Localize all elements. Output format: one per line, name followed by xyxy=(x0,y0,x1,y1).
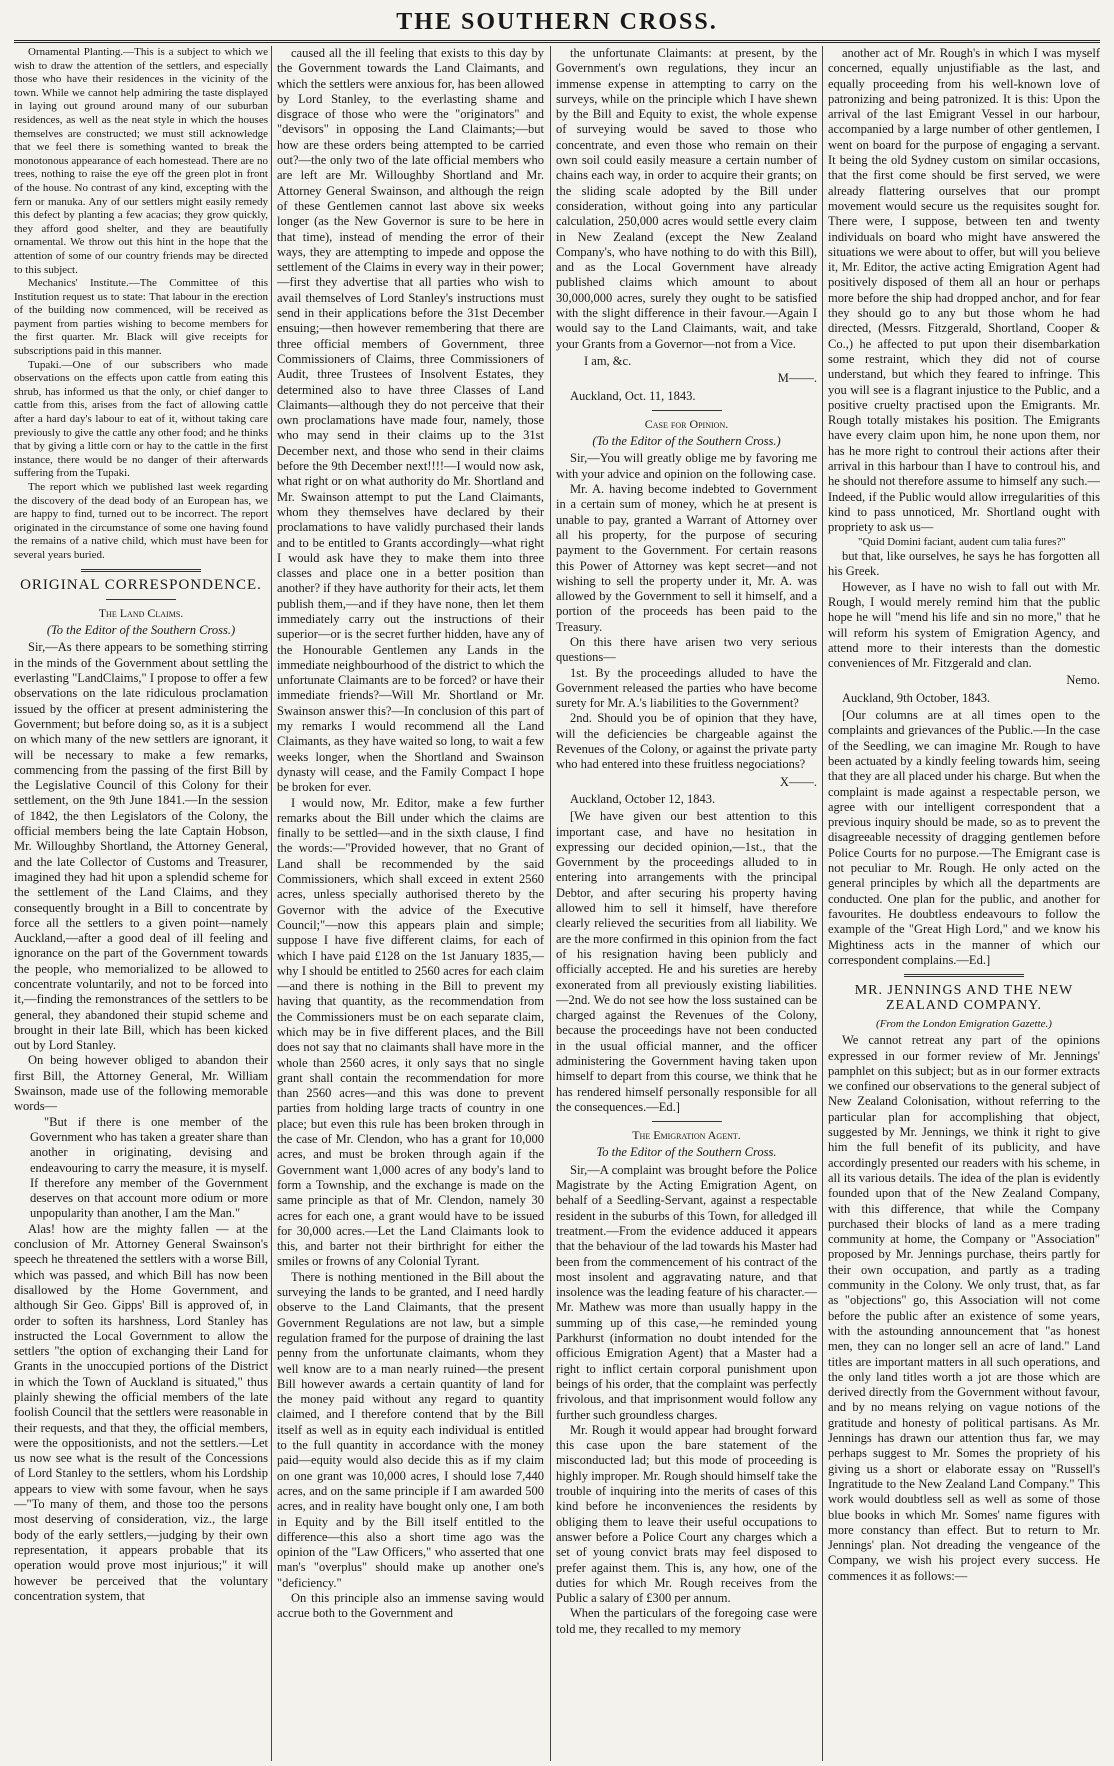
column-3 xyxy=(556,46,817,1761)
case-paragraph: 2nd. Should you be of opinion that they have, will the deficiencies be chargeable against the Revenues of the Colony, or against the private party who had entered into these fruitless negociations? xyxy=(556,711,817,772)
case-paragraph: On this there have arisen two very serious questions— xyxy=(556,634,817,665)
agent-paragraph: Mr. Rough it would appear had brought forward this case upon the bare statement of the misconducted lad; but this mode of proceeding is highly improper. Mr. Rough should himself take the trouble of inquiring into the merits of cases of this kind before he inconveniences the residents by obliging them to leave their useful occupations to answer before a Police Court any charges which a set of young convict brats may feel disposed to prefer against them. This is, any how, one of the duties for which Mr. Rough receives from the Public a salary of £300 per annum. xyxy=(556,1422,817,1606)
section-heading: ORIGINAL CORRESPONDENCE. xyxy=(20,576,262,593)
letter-quote: "But if there is one member of the Government who has taken a greater share than another in originating, devising and endeavouring to carry the measure, it is myself. If therefore any member of the Government deserves on that account more odium or more unpopularity than another, I am the Man." xyxy=(30,1114,268,1221)
agent-paragraph: another act of Mr. Rough's in which I was myself concerned, equally unjustifiable as the last, and equally proceeding from his well-known love of patronizing and being patronized. It is this: Upon the arrival of the last Emigrant Vessel in our harbour, accompanied by a large number of other gentlemen, I went on board for the purpose of engaging a servant. It being the old Sydney custom on similar occasions, that the first come should be first served, we were already flattering ourselves that our prompt movement would secure us the requisites sought for. There were, I suppose, between ten and twenty individuals on board who might have answered the situations we were about to offer, but will you believe it, Mr. Editor, the active acting Emigration Agent had positively disposed of them all an hour or perhaps more before the ship had dropped anchor, and for fear they should go to any but those whom he had directed, (Messrs. Fitzgerald, Shortland, Cooper & Co.,) he affected to put upon their disembarkation some restraint, which they did not of course understand, but which they feared to infringe. This you will see is a flagrant injustice to the Public, and a positive cruelty practised upon the Emigrants. Mr. Rough totally mistakes his position. The Emigrants have every claim upon him, he none upon them, nor has he more right to controul their actions after their arrival in this harbour than I have to controul his, and he should not therefore assume to himself any such.—Indeed, if the Public would allow irregularities of this kind to pass unnoticed, Mr. Shortland ought with propriety to ask us— xyxy=(828,46,1100,535)
divider xyxy=(652,410,722,411)
case-paragraph: Sir,—You will greatly oblige me by favoring me with your advice and opinion on the following case. xyxy=(556,451,817,481)
article-heading: MR. JENNINGS AND THE NEW ZEALAND COMPANY. xyxy=(854,983,1074,1014)
case-addressee: (To the Editor of the Southern Cross.) xyxy=(592,434,781,449)
editor-reply: [We have given our best attention to this important case, and have no hesitation in expressing our decided opinion,—1st., that the Government by the proceedings alluded to in entering into arrangements with the principal Debtor, and after securing his property having allowed him to sell it himself, have therefore clearly relieved the securities from all liability. We are the more confirmed in this opinion from the fact of his resignation having been publicly and officially accepted. He and his sureties are hereby exonerated from all previously existing liabilities.—2nd. We do not see how the loss sustained can be charged against the Revenues of the Colony, because the proceedings have not been conducted in the usual official manner, and the officer administering the Government having taken upon himself to depart from this course, we think that he has rendered himself personally responsible for all the consequences.—Ed.] xyxy=(556,809,817,1114)
notice-report-correction: The report which we published last week regarding the discovery of the dead body of an European has, we are happy to find, turned out to be incorrect. The report originated in the circumstance of some one having found the remains of a native child, which must have been for several years buried. xyxy=(14,481,268,561)
editor-reply: [Our columns are at all times open to the complaints and grievances of the Public.—In the case of the Seedling, we can imagine Mr. Rough to have been actuated by a kindly feeling towards him, seeing that they are all placed under his charge. But when the complaint is made against a respectable person, we agree with our intelligent correspondent that a previous inquiry should be made, so as to prevent the disagreeable necessity of dragging gentlemen before Police Courts for no purpose.—The Emigrant case is not peculiar to Mr. Rough. He only acted on the general principles by which all the departments are conducted. One plan for the public, and another for favourites. He doubtless endeavours to follow the example of the "Great High Lord," and we know his Mightiness acts in the manner of which our correspondent complains.—Ed.] xyxy=(828,708,1100,967)
column-divider xyxy=(822,46,823,1761)
case-paragraph: 1st. By the proceedings alluded to have the Government released the parties who have become surety for Mr. A.'s liabilities to the Government? xyxy=(556,665,817,711)
notice-ornamental-planting: Ornamental Planting.—This is a subject to which we wish to draw the attention of the settlers, and especially those who have their residences in the vicinity of the town. While we cannot help admiring the taste displayed in laying out ground around many of our suburban residences, as well as the neat style in which the houses themselves are constructed; we must still acknowledge that we feel there is something wanted to break the monotonous appearance of each homestead. There are no trees, nothing to raise the eye off the green plot in front of the house. No contrast of any kind, excepting with the fern or manuka. Any of our settlers might easily remedy this defect by planting a few acacias; they grow quickly, they afford good shelter, and they are beautifully ornamental. We throw out this hint in the hope that the attention of some of our country friends may be directed to this subject. xyxy=(14,46,268,276)
letter-addressee: (To the Editor of the Southern Cross.) xyxy=(46,623,236,638)
newspaper-title: THE SOUTHERN CROSS. xyxy=(396,9,718,35)
column-divider xyxy=(550,46,551,1761)
letter-signature: M——. xyxy=(777,371,817,386)
latin-quote: "Quid Domini faciant, audent cum talia fures?" xyxy=(858,535,1066,548)
case-paragraph: Mr. A. having become indebted to Government in a certain sum of money, which he at present is unable to pay, granted a Warrant of Attorney over all his property, for the purpose of securing payment to the Government. For certain reasons this Power of Attorney was kept secret—and not wishing to sell the property under it, Mr. A. was allowed by the Government to sell it himself, and a portion of the proceeds has been paid to the Treasury. xyxy=(556,482,817,634)
letter-paragraph: I would now, Mr. Editor, make a few further remarks about the Bill under which the claims are finally to be settled—and in the sixth clause, I find the words:—"Provided however, that no Grant of Land shall be recommended by the said Commissioners, which shall exceed in extent 2560 acres, unless specially authorised thereto by the Governor with the advice of the Executive Council;"—now this appears plain and simple; suppose I have five different claims, for each of which I have paid £128 on the 1st January 1835,—why I should be entitled to 2560 acres for each claim—and there is nothing in the Bill to prevent my having that quantity, as the recommendation from the Commissioners must be on each separate claim, which may be in five different places, and the Bill does not say that no claimants shall have more in the whole than 2560 acres, it only says that no single grant shall contain the recommendation for more than 2560 acres—and this was done to prevent parties from holding large tracts of country in one place; but even this rule has been broken through in the case of Mr. Clendon, who has a grant for 10,000 acres, and must be broken through again if the Government want 1,000 acres of any body's land to form a Township, and the exchange is made on the same principle as that of Mr. Clendon, namely 30 acres for each one, a grant would have to be issued for 30,000 acres.—Let the Land Claimants look to this, and barter not their birthright for either the smiles or frowns of any Colonial Tyrant. xyxy=(277,795,544,1269)
column-2 xyxy=(277,46,544,1761)
masthead xyxy=(0,0,1114,44)
masthead-rule xyxy=(14,40,1100,43)
letter-paragraph: the unfortunate Claimants: at present, by the Government's own regulations, they incur an immense expense in attempting to carry on the surveys, while on the principle which I have shewn by the Bill and Equity to exist, the whole expense of surveying would be saved to those who concentrate, and even those who remain on their own soil could easily measure a certain number of chains each way, in order to acquire their grants; on the sliding scale adopted by the Bill under consideration, without going into any particular calculation, 250,000 acres would settle every claim in New Zealand (except the New Zealand Company's, who have nothing to do with this Bill), and as the Local Government have already published claims which amount to about 30,000,000 acres, surely they ought to be satisfied with the slight difference in their favour.—Again I would say to the Land Claimants, wait, and take your Grants from a Governor—not from a Vice. xyxy=(556,46,817,351)
agent-title: The Emigration Agent. xyxy=(632,1128,741,1143)
divider xyxy=(106,599,176,600)
notice-tupaki: Tupaki.—One of our subscribers who made observations on the effects upon cattle from eating this shrub, has informed us that the only, or chief danger to cattle from this, arises from the fact of allowing cattle after a hard day's labour to eat of it, without taking care previously to give the cattle any other food; and he thinks that by giving a little corn or hay to the cattle in the first instance, there would be no danger of their afterwards suffering from the Tupaki. xyxy=(14,358,268,480)
column-4 xyxy=(828,46,1100,1761)
agent-paragraph: Sir,—A complaint was brought before the Police Magistrate by the Acting Emigration Agent, on behalf of a Seedling-Servant, against a respectable resident in the suburbs of this Town, for alledged ill treatment.—From the evidence adduced it appears that the behaviour of the lad towards his Master had been from the commencement of his contract of the most insolent and aggravating nature, and that insolence was the leading feature of his character.—Mr. Mathew was more than usually happy in the summing up of this case,—he reminded young Parkhurst (information no doubt intended for the officious Emigration Agent) that a Master had a right to inflict certain corporal punishment upon beings of his order, that the complaint was perfectly frivolous, and that imprisonment would follow any further such groundless charges. xyxy=(556,1162,817,1422)
column-divider xyxy=(271,46,272,1761)
section-rule xyxy=(904,974,1024,977)
letter-paragraph: There is nothing mentioned in the Bill about the surveying the lands to be granted, and I need hardly observe to the Land Claimants, that the present Government Regulations are not law, but a simple regulation framed for the purpose of draining the last penny from the unfortunate claimants, whom they well know are to a man nearly ruined—the present Bill however awards a certain quantity of land for the money paid without any regard to quantity claimed, and I therefore contend that by the Bill itself as well as in equity each individual is entitled to the full quantity in accordance with the money paid—equity would also decide this as if my claim on one grant was 10,000 acres, I should lose 7,440 acres, and on the same principle if I am awarded 500 acres, and in reality have bought only one, I am both in Equity and by the Bill itself entitled to the difference—this also a short time ago was the opinion of the "Law Officers," who asserted that one man's "overplus" should make up another one's "deficiency." xyxy=(277,1269,544,1590)
agent-dateline: Auckland, 9th October, 1843. xyxy=(842,690,991,705)
letter-paragraph: caused all the ill feeling that exists to this day by the Government towards the Land Claimants, and which the settlers were anxious for, has been allowed by Lord Stanley, to the everlasting shame and disgrace of those who were the "originators" and "devisors" in opposing the Land Claimants;—but how are these orders being attempted to be carried out?—the only two of the late official members who are left are Mr. Willoughby Shortland and Mr. Attorney General Swainson, and although the reign of these Gentlemen cannot last above six weeks longer (as the New Governor is sure to be here in that time), instead of mending the error of their ways, they are attempting to impede and oppose the settlement of the Claims in every way in their power;—first they advertise that all parties who wish to avail themselves of Lord Stanley's instructions must send in their applications before the 31st December ensuing;—then however remembering that there are three official members of Government, three Commissioners of Claims, three Commissioners of Audit, three Trustees of Insolvent Estates, they determined also to have three Classes of Land Claimants—although they do not perceive that their own proclamations have made four, namely, those who may send in their claims up to the 31st December next, and those who send in their claims before the 9th December next!!!!—I would now ask, what right or on what authority do Mr. Shortland and Mr. Swainson attempt to put the Land Claimants, whom they themselves have declared by their proclamations to have validly purchased their lands and to be entitled to Grants accordingly—what right I would ask have they to make them into three classes and place one in a better position than another? if they have authority for their acts, let them publish them,—and if they have none, then let them immediately carry out the instructions of their superior—or is the secret further hidden, have any of the Honourable Gentlemen any Lands in the immediate neighbourhood of the district to which the unfortunate Claimants are to be forced? or have their immediate friends?—Will Mr. Shortland or Mr. Swainson answer this?—In conclusion of this part of my remarks I would recommend all the Land Claimants, as they have waited so long, to wait a few weeks longer, when the Shortland and Swainson dynasty will cease, and the Family Compact I hope be broken for ever. xyxy=(277,46,544,795)
letter-title: The Land Claims. xyxy=(98,605,184,620)
notice-mechanics-institute: Mechanics' Institute.—The Committee of this Institution request us to state: That labour in the erection of the building now commenced, will be received as payment from parties wishing to become members for the first quarter. Mr. Black will give receipts for subscriptions paid in this manner. xyxy=(14,277,268,358)
agent-paragraph: When the particulars of the foregoing case were told me, they recalled to my memory xyxy=(556,1606,817,1636)
agent-addressee: To the Editor of the Southern Cross. xyxy=(596,1145,777,1160)
letter-dateline: Auckland, Oct. 11, 1843. xyxy=(570,388,696,403)
letter-paragraph: Sir,—As there appears to be something stirring in the minds of the Government about settling the everlasting "LandClaims," I propose to offer a few observations on the late ridiculous proclamation issued by the officer at present administering the Government; but before doing so, as it is a subject on which many of the new settlers are ignorant, it will be necessary to make a few remarks, commencing from the passing of the first Bill by the Legislative Council of this Colony for their settlement, on the 9th June 1841.—In the session of 1842, the then Legislators of the Colony, the official members being the late Captain Hobson, Mr. Willoughby Shortland, the Attorney General, and the late Collector of Customs and Treasurer, imagined they had hit upon a splendid scheme for the settlement of the Land Claims, and they consequently brought in a Bill to concentrate by force all the settlers to a given point—namely Auckland,—after a good deal of ill feeling and ignorance on the part of the Government towards the people, who memorialized to be allowed to concentrate voluntarily, and not to be forced into it,—finding the remonstrances of the settlers to be general, they abandoned their stupid scheme and brought in their late Bill, which has been kicked out by Lord Stanley. xyxy=(14,640,268,1053)
article-paragraph: We cannot retreat any part of the opinions expressed in our former review of Mr. Jennings' pamphlet on this subject; but as in our former extracts we confined our observations to the general subject of New Zealand Colonisation, without referring to the particular plan for accomplishing that object, suggested by Mr. Jennings, we think it right to give him the full benefit of its publicity, and have accordingly presented our readers with his scheme, in all its various details. The idea of the plan is evidently founded upon that of the New Zealand Company, with this difference, that while the Company purchased their blocks of land as a mere trading community at home, the Company or "Association" proposed by Mr. Jennings purchase, theirs partly for their own occupation, and partly as a trading community in the Colony. We only trust, that, as far as "objections" go, this Association will not come before the public after an existence of some years, with the astounding announcement that "as honest men, they can no longer sell an acre of land." Land titles are important matters in all such operations, and the only land titles worth a jot are those which are derived directly from the Government without favour, and by no means relying on vague notions of the gratitude and honesty of political partisans. As Mr. Jennings has drawn our attention thus far, we may perhaps suggest to Mr. Somes the propriety of his giving us a short or elaborate essay on "Russell's Ingratitude to the New Zealand Land Company." This work would doubtless sell as well as some of those blue books in which Mr. Somes' name figures with more constancy than effect. But to return to Mr. Jennings' plan. Not dreading the vengeance of the Company, we wish his project every success. He commences it as follows:— xyxy=(828,1033,1100,1583)
column-1 xyxy=(14,46,268,1761)
letter-paragraph: Alas! how are the mighty fallen — at the conclusion of Mr. Attorney General Swainson's speech he threatened the settlers with a worse Bill, which was passed, and which Bill has now been disallowed by the Home Government, and although Sir Geo. Gipps' Bill is approved of, in order to soften its harshness, Lord Stanley has instructed the Local Government to allow the settlers "the option of exchanging their Land for Grants in the unoccupied portions of the District in which the Town of Auckland is situated," thus plainly shewing the official members of the late foolish Council that the settlers were reasonable in their requests, and that they, the official members, were the oppositionists, and not the settlers.—Let us now see what is the result of the Concessions of Lord Stanley to the settlers, whom his Lordship appears to view with some favour, when he says—"To many of them, and those too the persons most deserving of consideration, viz., the large body of the early settlers,—judging by their own representation, it appears probable that its operation would prove most injurious;" it will however be perceived that the voluntary concentration system, that xyxy=(14,1221,268,1603)
letter-paragraph: On this principle also an immense saving would accrue both to the Government and xyxy=(277,1590,544,1621)
article-source: (From the London Emigration Gazette.) xyxy=(876,1017,1052,1030)
agent-paragraph: However, as I have no wish to fall out with Mr. Rough, I would merely remind him that the public hope he will "mend his life and sin no more," that he will reform his system of Emigration Agency, and attend more to their interests than the domestic conveniences of Mr. Fitzgerald and clan. xyxy=(828,579,1100,671)
letter-paragraph: On being however obliged to abandon their first Bill, the Attorney General, Mr. William Swainson, made use of the following memorable words— xyxy=(14,1053,268,1114)
case-dateline: Auckland, October 12, 1843. xyxy=(570,791,716,806)
agent-paragraph: but that, like ourselves, he says he has forgotten all his Greek. xyxy=(828,549,1100,579)
agent-signature: Nemo. xyxy=(1066,673,1100,688)
section-rule xyxy=(81,569,201,572)
letter-signoff: I am, &c. xyxy=(584,353,632,368)
case-signature: X——. xyxy=(779,774,817,789)
divider xyxy=(652,1121,722,1122)
case-title: Case for Opinion. xyxy=(644,416,729,431)
